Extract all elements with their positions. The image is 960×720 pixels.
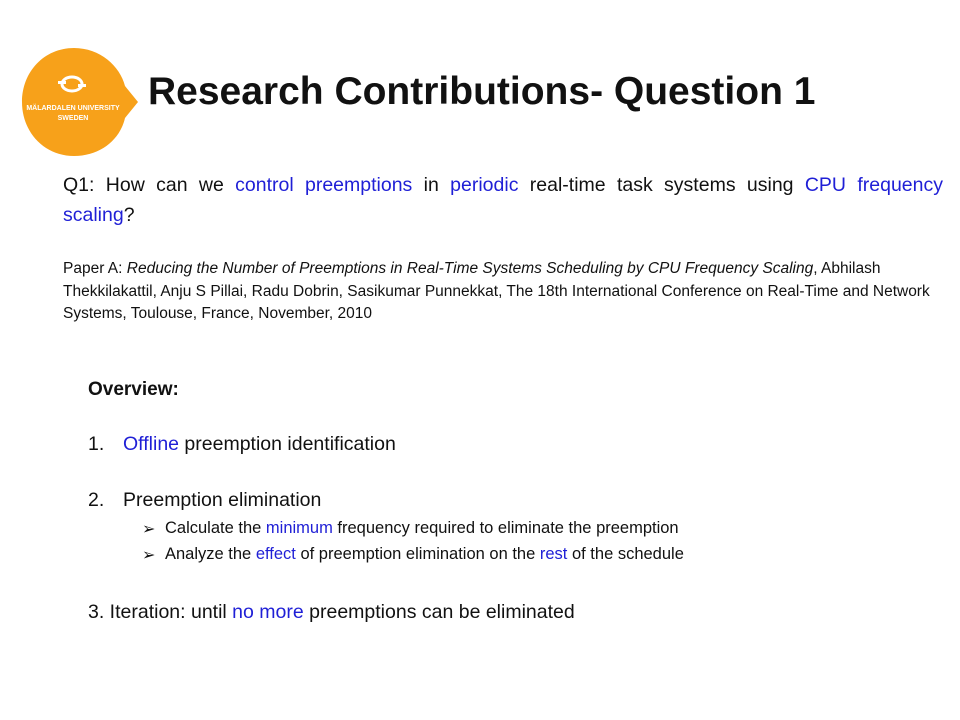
bullet-1-highlight: minimum (265, 519, 333, 537)
university-logo (16, 44, 140, 160)
step-1 (88, 433, 396, 456)
question-in: in (412, 174, 451, 196)
step-2-bullet-1 (142, 519, 679, 538)
step-2-number: 2. (88, 489, 105, 511)
step-2-text: Preemption elimination (123, 489, 322, 511)
step-2-bullet-2 (142, 545, 684, 564)
step-3-text-rest: preemptions can be eliminated (303, 601, 575, 623)
paper-label: Paper A: (63, 260, 127, 277)
bullet-1-text-b: frequency required to eliminate the preemption (332, 519, 679, 537)
bullet-2-text-c: of the schedule (567, 545, 684, 563)
bullet-1-text-a: Calculate the (165, 519, 266, 537)
arrow-bullet-icon: ➢ (142, 521, 156, 538)
bullet-2-highlight-effect: effect (255, 545, 296, 563)
question-highlight-periodic: periodic (450, 174, 519, 196)
step-3-text-prefix: 3. Iteration: until (88, 601, 233, 623)
page-title: Research Contributions- Question 1 (148, 70, 816, 113)
overview-label: Overview: (88, 379, 179, 400)
paper-title: Reducing the Number of Preemptions in Real-Time Systems Scheduling by CPU Frequency Scaling (126, 260, 814, 277)
paper-details: , Abhilash Thekkilakattil, Anju S Pillai, Radu Dobrin, Sasikumar Punnekkat, The 18th International Conference on Real-Time and Network Systems, Toulouse, France, November, 2010 (63, 260, 930, 322)
step-3-highlight: no more (232, 601, 304, 623)
question-mid: real-time task systems using (518, 174, 805, 196)
question-highlight-cpu-frequency-scaling: CPU frequency scaling (63, 174, 943, 226)
step-3 (88, 601, 575, 624)
step-1-number: 1. (88, 433, 105, 455)
arrow-bullet-icon: ➢ (142, 547, 156, 564)
step-2 (88, 489, 321, 512)
bullet-2-highlight-rest: rest (539, 545, 568, 563)
question-end: ? (123, 204, 135, 226)
bullet-2-text-b: of preemption elimination on the (295, 545, 540, 563)
step-1-text: preemption identification (179, 433, 396, 455)
question-highlight-control-preemptions: control preemptions (235, 174, 413, 196)
bullet-2-text-a: Analyze the (165, 545, 256, 563)
question-prefix: Q1: How can we (63, 174, 236, 196)
paper-reference (63, 258, 943, 326)
research-question (63, 170, 943, 230)
step-1-highlight: Offline (123, 433, 180, 455)
logo-text-line2: SWEDEN (57, 115, 89, 122)
logo-text-line1: MÄLARDALEN UNIVERSITY (26, 105, 120, 112)
